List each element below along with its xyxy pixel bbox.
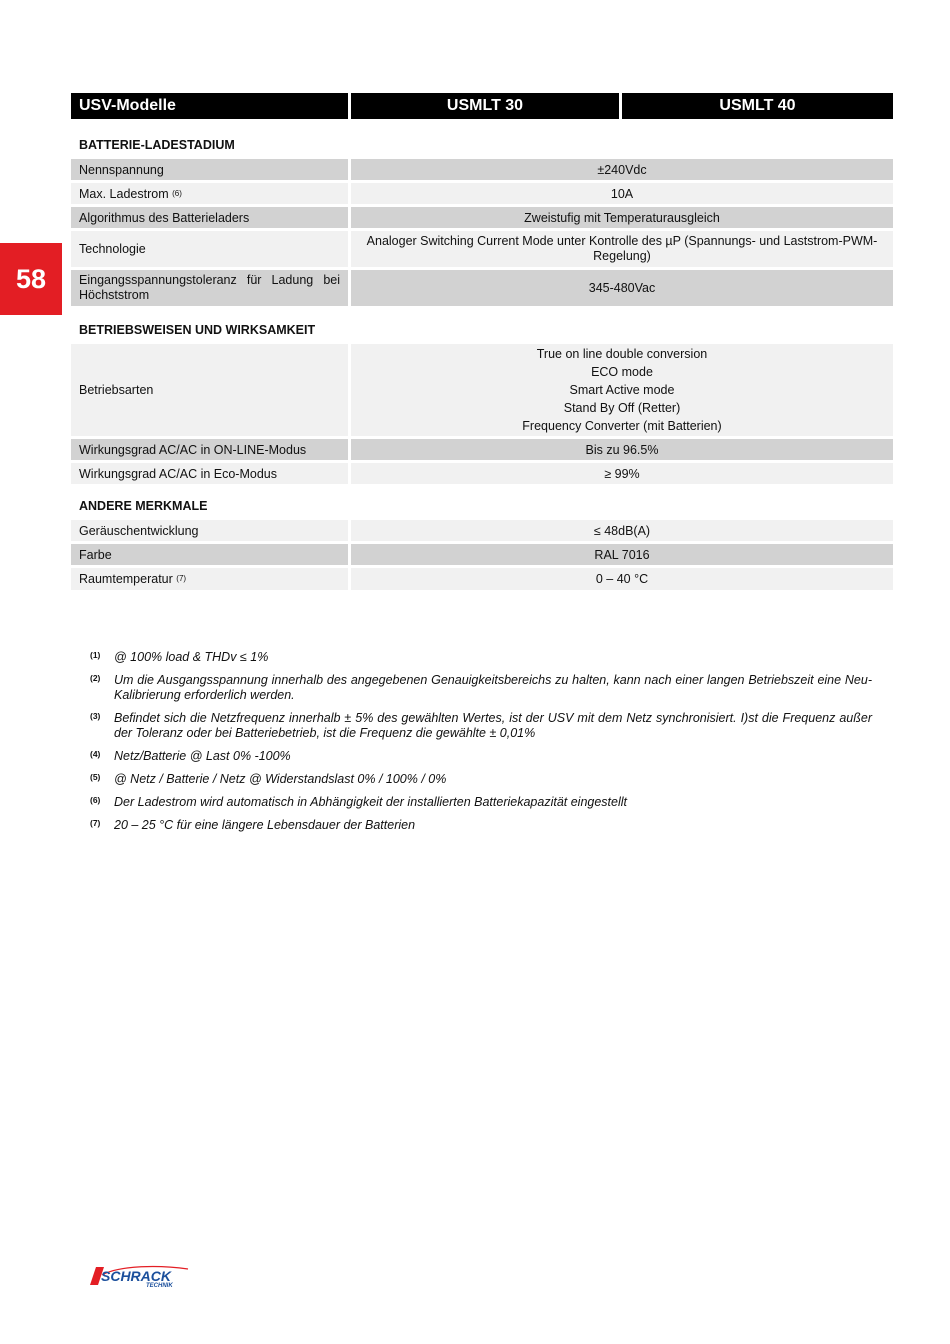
list-item: Smart Active mode <box>569 383 675 397</box>
row-value: RAL 7016 <box>351 544 893 565</box>
table-row <box>71 544 893 565</box>
table-row <box>71 231 893 267</box>
header-models: USV-Modelle <box>71 93 348 119</box>
operating-modes-list <box>522 345 721 435</box>
row-label: Farbe <box>71 544 348 565</box>
page-number-tab <box>0 243 62 315</box>
row-value: 0 – 40 °C <box>351 568 893 590</box>
row-label: Wirkungsgrad AC/AC in ON-LINE-Modus <box>71 439 348 460</box>
table-row <box>71 183 893 204</box>
table-row <box>71 159 893 180</box>
footnotes <box>90 650 872 841</box>
row-label: Eingangsspannungstoleranz für Ladung bei Höchststrom <box>71 270 348 306</box>
schrack-logo <box>90 1263 190 1289</box>
footnote-number: (6) <box>90 795 101 805</box>
row-label: Max. Ladestrom (6) <box>71 183 348 204</box>
footnote-number: (2) <box>90 673 101 683</box>
table-row <box>71 207 893 228</box>
table-row <box>71 463 893 484</box>
footnote <box>90 818 872 833</box>
row-label: Technologie <box>71 231 348 267</box>
logo-subtext: TECHNIK <box>146 1283 173 1289</box>
table-row <box>71 270 893 306</box>
footnote-text: Der Ladestrom wird automatisch in Abhängigkeit der installierten Batteriekapazität eingestellt <box>114 795 628 809</box>
list-item: Frequency Converter (mit Batterien) <box>522 419 722 433</box>
table-row <box>71 344 893 436</box>
footnote-text: Netz/Batterie @ Last 0% -100% <box>114 749 291 763</box>
footnote <box>90 673 872 703</box>
footnote-text: @ Netz / Batterie / Netz @ Widerstandslast 0% / 100% / 0% <box>114 772 447 786</box>
footnote-number: (5) <box>90 772 101 782</box>
table-header <box>71 93 893 119</box>
logo-text: SCHRACK <box>101 1268 171 1284</box>
footnote <box>90 795 872 810</box>
footnote-number: (7) <box>90 818 101 828</box>
row-value: Bis zu 96.5% <box>351 439 893 460</box>
row-label: Raumtemperatur (7) <box>71 568 348 590</box>
row-value: 10A <box>351 183 893 204</box>
page-number: 58 <box>15 263 47 294</box>
row-value: Zweistufig mit Temperaturausgleich <box>351 207 893 228</box>
table-row <box>71 439 893 460</box>
table-row <box>71 520 893 541</box>
row-label: Nennspannung <box>71 159 348 180</box>
row-label: Wirkungsgrad AC/AC in Eco-Modus <box>71 463 348 484</box>
row-label: Geräuschentwicklung <box>71 520 348 541</box>
row-label: Algorithmus des Batterieladers <box>71 207 348 228</box>
row-label-text: Max. Ladestrom <box>79 186 169 201</box>
footnote-text: Um die Ausgangsspannung innerhalb des angegebenen Genauigkeitsbereichs zu halten, kann nach einer langen Betriebszeit eine Neu-Kalibrierung erforderlich werden. <box>114 673 872 702</box>
footnote-number: (1) <box>90 650 101 660</box>
section-title-operation: BETRIEBSWEISEN UND WIRKSAMKEIT <box>79 323 316 337</box>
section-title-battery: BATTERIE-LADESTADIUM <box>79 138 235 152</box>
footnote <box>90 772 872 787</box>
footnote-number: (4) <box>90 749 101 759</box>
list-item: ECO mode <box>591 365 653 379</box>
row-label: Betriebsarten <box>71 344 348 436</box>
header-usmlt40: USMLT 40 <box>622 93 893 119</box>
header-usmlt30: USMLT 30 <box>351 93 619 119</box>
list-item: Stand By Off (Retter) <box>563 401 681 415</box>
row-value: ≥ 99% <box>351 463 893 484</box>
spec-table <box>71 93 893 593</box>
table-row <box>71 568 893 590</box>
list-item: True on line double conversion <box>536 347 708 361</box>
row-label-text: Raumtemperatur <box>79 572 173 586</box>
row-value: 345-480Vac <box>351 270 893 306</box>
footnote-number: (3) <box>90 711 101 721</box>
footnote <box>90 749 872 764</box>
footnote-text: Befindet sich die Netzfrequenz innerhalb ± 5% des gewählten Wertes, ist der USV mit dem Netz synchronisiert. I)st die Frequenz außer der Toleranz oder bei Batteriebetrieb, ist die Frequenz die gewählte ± 0,01% <box>114 711 872 740</box>
row-value: ±240Vdc <box>351 159 893 180</box>
row-value <box>351 344 893 436</box>
row-value: Analoger Switching Current Mode unter Kontrolle des µP (Spannungs- und Laststrom-PWM-Regelung) <box>351 231 893 267</box>
row-value: ≤ 48dB(A) <box>351 520 893 541</box>
footnote <box>90 650 872 665</box>
footnote-text: 20 – 25 °C für eine längere Lebensdauer der Batterien <box>114 818 416 832</box>
footnote-text: @ 100% load & THDv ≤ 1% <box>114 650 269 664</box>
section-title-other: ANDERE MERKMALE <box>79 499 208 513</box>
footnote <box>90 711 872 741</box>
